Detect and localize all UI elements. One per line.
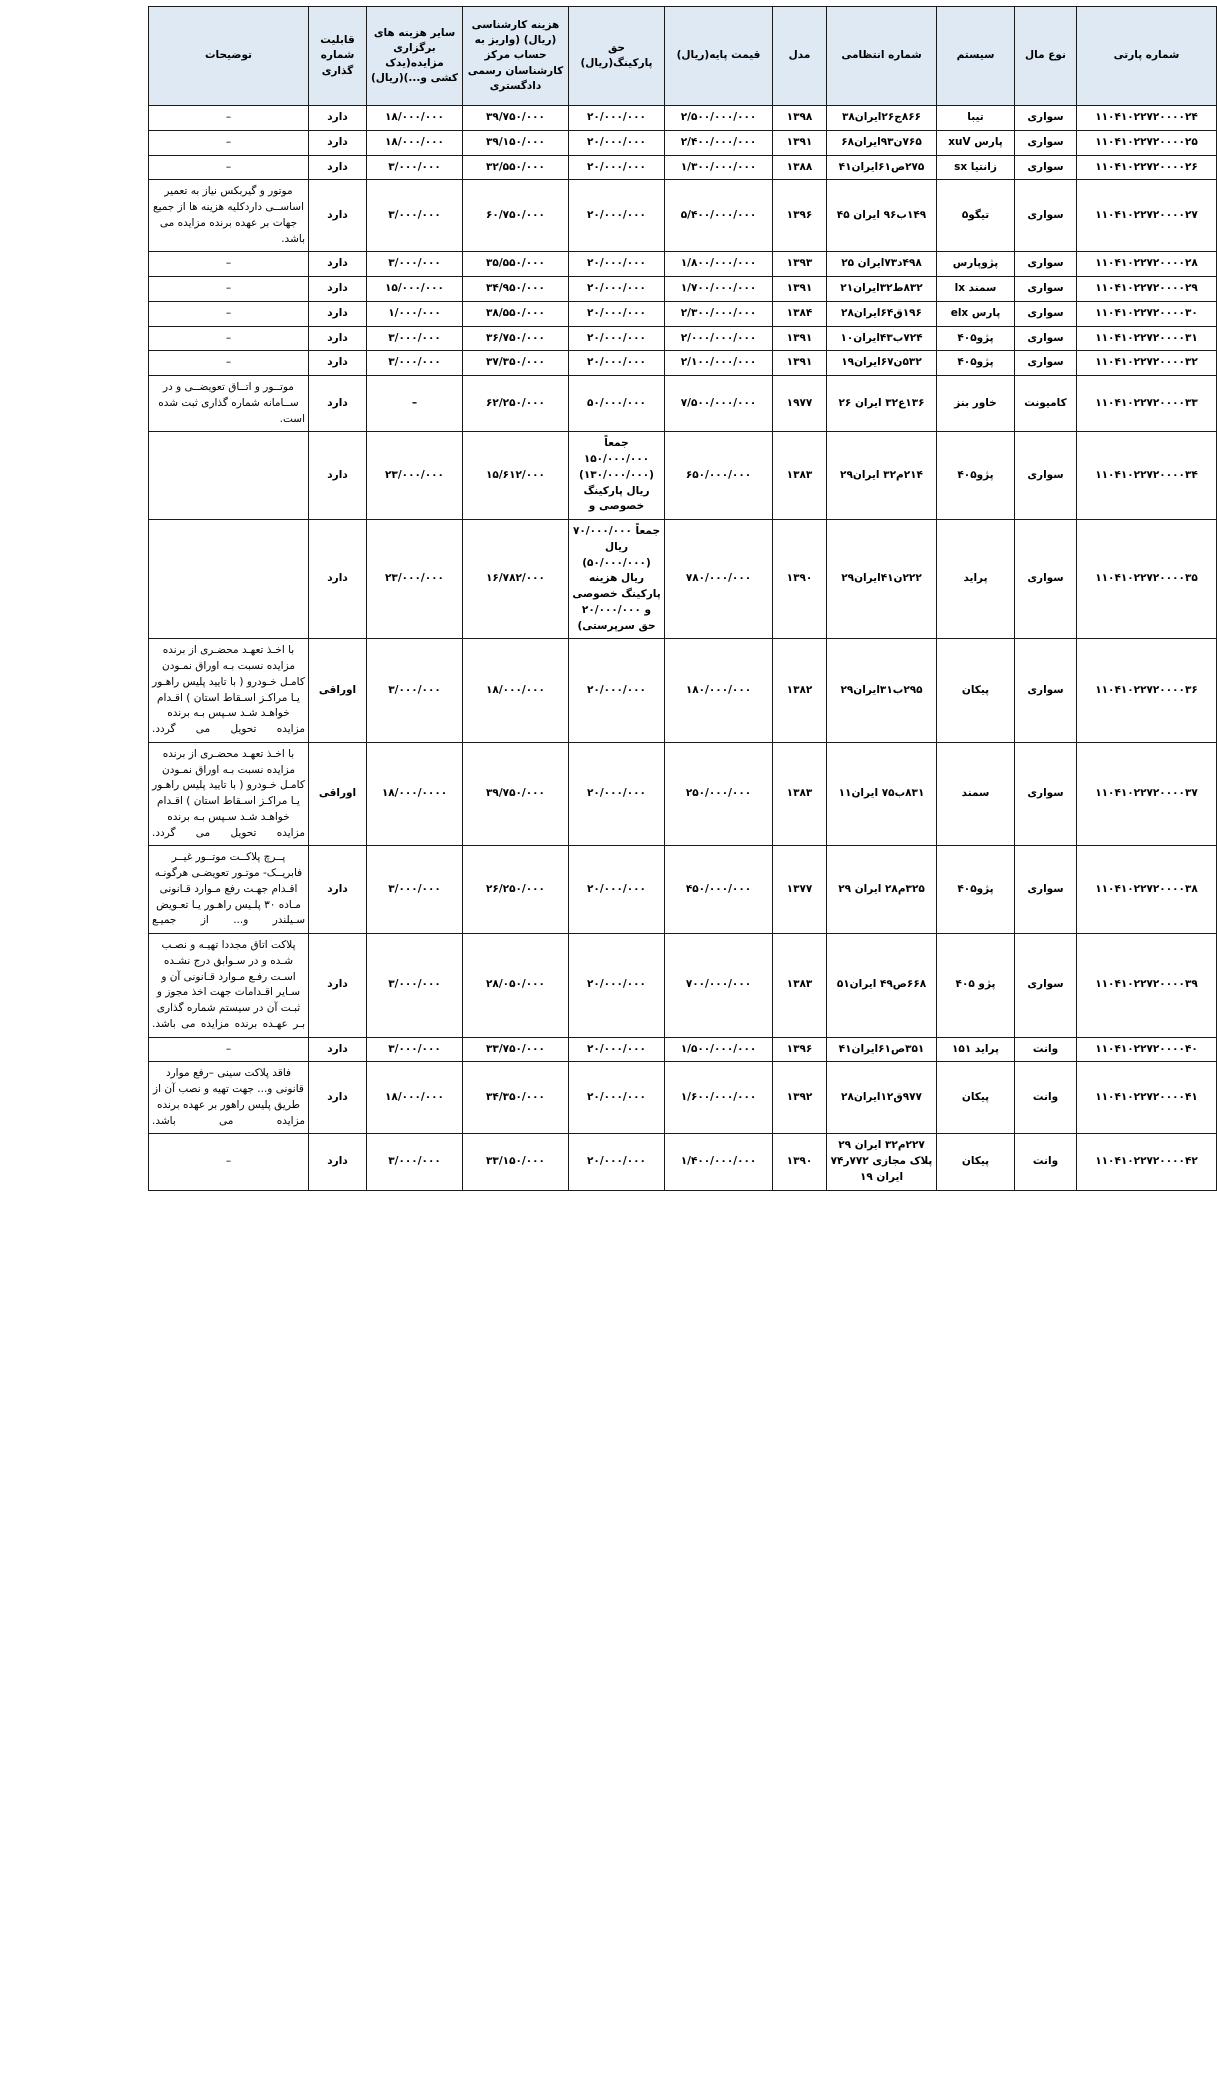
cell-registration-capability: دارد	[309, 520, 367, 639]
cell-base-price: ۲/۰۰۰/۰۰۰/۰۰۰	[665, 326, 773, 351]
cell-expert-fee: ۳۳/۷۵۰/۰۰۰	[463, 1037, 569, 1062]
system-name: پراید	[963, 572, 988, 585]
cell-system	[937, 742, 1015, 846]
cell-plate-number: ۴۹۸د۷۳ایران ۲۵	[827, 252, 937, 277]
cell-registration-capability: دارد	[309, 1134, 367, 1190]
cell-other-costs: ۳/۰۰۰/۰۰۰	[367, 326, 463, 351]
cell-expert-fee: ۳۴/۳۵۰/۰۰۰	[463, 1062, 569, 1134]
cell-vehicle-type: وانت	[1015, 1134, 1077, 1190]
cell-model: ۱۹۷۷	[773, 376, 827, 432]
cell-parking-fee: ۲۰/۰۰۰/۰۰۰	[569, 1062, 665, 1134]
cell-vehicle-type: وانت	[1015, 1062, 1077, 1134]
cell-part-number: ۱۱۰۴۱۰۲۲۷۲۰۰۰۰۴۲	[1077, 1134, 1217, 1190]
cell-system	[937, 1037, 1015, 1062]
cell-plate-number: ۲۲۷م۳۲ ایران ۲۹ پلاک مجازی ۷۷۲ر۷۴ ایران ۱۹	[827, 1134, 937, 1190]
cell-base-price: ۵/۴۰۰/۰۰۰/۰۰۰	[665, 180, 773, 252]
cell-part-number: ۱۱۰۴۱۰۲۲۷۲۰۰۰۰۳۳	[1077, 376, 1217, 432]
cell-other-costs: ۱۵/۰۰۰/۰۰۰	[367, 277, 463, 302]
cell-other-costs: ۲۳/۰۰۰/۰۰۰	[367, 432, 463, 520]
cell-registration-capability: دارد	[309, 130, 367, 155]
cell-expert-fee: ۱۵/۶۱۲/۰۰۰	[463, 432, 569, 520]
cell-other-costs: ۱/۰۰۰/۰۰۰	[367, 301, 463, 326]
cell-registration-capability: دارد	[309, 326, 367, 351]
cell-base-price: ۲/۱۰۰/۰۰۰/۰۰۰	[665, 351, 773, 376]
cell-base-price: ۱/۳۰۰/۰۰۰/۰۰۰	[665, 155, 773, 180]
cell-part-number: ۱۱۰۴۱۰۲۲۷۲۰۰۰۰۳۱	[1077, 326, 1217, 351]
cell-plate-number: ۸۳۱ب۷۵ ایران۱۱	[827, 742, 937, 846]
table-row	[149, 432, 1217, 520]
table-row	[149, 376, 1217, 432]
cell-plate-number: ۸۶۶ج۲۶ایران۳۸	[827, 106, 937, 131]
cell-model: ۱۳۹۱	[773, 326, 827, 351]
cell-vehicle-type: سواری	[1015, 326, 1077, 351]
cell-part-number: ۱۱۰۴۱۰۲۲۷۲۰۰۰۰۲۶	[1077, 155, 1217, 180]
cell-part-number: ۱۱۰۴۱۰۲۲۷۲۰۰۰۰۳۰	[1077, 301, 1217, 326]
system-name: پیکان	[961, 1155, 990, 1167]
cell-base-price: ۱/۵۰۰/۰۰۰/۰۰۰	[665, 1037, 773, 1062]
cell-vehicle-type: سواری	[1015, 742, 1077, 846]
cell-registration-capability: دارد	[309, 432, 367, 520]
cell-expert-fee: ۳۳/۱۵۰/۰۰۰	[463, 1134, 569, 1190]
table-row	[149, 1037, 1217, 1062]
cell-system	[937, 301, 1015, 326]
table-row	[149, 180, 1217, 252]
cell-expert-fee: ۳۶/۷۵۰/۰۰۰	[463, 326, 569, 351]
cell-part-number: ۱۱۰۴۱۰۲۲۷۲۰۰۰۰۲۹	[1077, 277, 1217, 302]
cell-model: ۱۳۹۱	[773, 130, 827, 155]
system-name: پژو۴۰۵	[957, 356, 994, 369]
cell-expert-fee: ۱۶/۷۸۲/۰۰۰	[463, 520, 569, 639]
cell-description: –	[149, 1037, 309, 1062]
cell-vehicle-type: سواری	[1015, 277, 1077, 302]
table-row	[149, 1062, 1217, 1134]
cell-registration-capability: اوراقی	[309, 639, 367, 743]
cell-parking-fee: ۲۰/۰۰۰/۰۰۰	[569, 180, 665, 252]
system-name: پارس	[971, 306, 1001, 319]
cell-model: ۱۳۹۶	[773, 180, 827, 252]
col-header-part-number: شماره پارتی	[1077, 7, 1217, 106]
system-name: پیکان	[961, 683, 990, 696]
cell-description: پلاکت اتاق مجددا تهیـه و نصـب شـده و در سـوابق درج نشـده اسـت رفـع مـوارد قـانونی آن و سـایر اقـدامات جهت اخذ مجوز و ثبـت آن در سیستم شماره گذاری بـر عهـده برنده مزایده می باشد.	[149, 934, 309, 1038]
cell-registration-capability: دارد	[309, 376, 367, 432]
cell-base-price: ۶۵۰/۰۰۰/۰۰۰	[665, 432, 773, 520]
cell-base-price: ۱/۴۰۰/۰۰۰/۰۰۰	[665, 1134, 773, 1190]
cell-base-price: ۱/۸۰۰/۰۰۰/۰۰۰	[665, 252, 773, 277]
cell-parking-fee: جمعاً ۷۰/۰۰۰/۰۰۰ ریال (۵۰/۰۰۰/۰۰۰) ریال هزینه پارکینگ خصوصی و ۲۰/۰۰۰/۰۰۰ حق سرپرستی)	[569, 520, 665, 639]
cell-model: ۱۳۹۰	[773, 520, 827, 639]
cell-description	[149, 520, 309, 639]
cell-model: ۱۳۹۶	[773, 1037, 827, 1062]
system-name: پراید ۱۵۱	[952, 1042, 999, 1055]
cell-model: ۱۳۸۸	[773, 155, 827, 180]
table-row	[149, 639, 1217, 743]
cell-system	[937, 934, 1015, 1038]
cell-base-price: ۲/۴۰۰/۰۰۰/۰۰۰	[665, 130, 773, 155]
cell-description: موتور و گیربکس نیاز به تعمیر اساســی داردکلیه هزینه ها از جمیع جهات بر عهده برنده مزایده می باشد.	[149, 180, 309, 252]
cell-other-costs: ۳/۰۰۰/۰۰۰	[367, 180, 463, 252]
cell-description: با اخـذ تعهـد محضـری از برنده مزایده نسبت بـه اوراق نمـودن کامـل خـودرو ( با تایید پلیس راهـور یـا مراکـز اسـقاط استان ) اقـدام خواهـد شـد سـپس بـه برنده مزایده تحویل می گردد.	[149, 639, 309, 743]
cell-part-number: ۱۱۰۴۱۰۲۲۷۲۰۰۰۰۲۵	[1077, 130, 1217, 155]
col-header-system: سیستم	[937, 7, 1015, 106]
cell-other-costs: ۳/۰۰۰/۰۰۰	[367, 1037, 463, 1062]
cell-expert-fee: ۳۸/۵۵۰/۰۰۰	[463, 301, 569, 326]
col-header-vehicle-type: نوع مال	[1015, 7, 1077, 106]
cell-part-number: ۱۱۰۴۱۰۲۲۷۲۰۰۰۰۳۸	[1077, 846, 1217, 934]
cell-registration-capability: دارد	[309, 252, 367, 277]
col-header-description: توضیحات	[149, 7, 309, 106]
cell-vehicle-type: کامیونت	[1015, 376, 1077, 432]
cell-part-number: ۱۱۰۴۱۰۲۲۷۲۰۰۰۰۳۶	[1077, 639, 1217, 743]
cell-vehicle-type: سواری	[1015, 155, 1077, 180]
cell-plate-number: ۸۳۲ط۳۲ایران۲۱	[827, 277, 937, 302]
cell-vehicle-type: سواری	[1015, 432, 1077, 520]
system-trim-code: elx	[950, 306, 969, 319]
cell-part-number: ۱۱۰۴۱۰۲۲۷۲۰۰۰۰۲۸	[1077, 252, 1217, 277]
cell-description	[149, 432, 309, 520]
cell-expert-fee: ۳۵/۵۵۰/۰۰۰	[463, 252, 569, 277]
cell-parking-fee: ۲۰/۰۰۰/۰۰۰	[569, 639, 665, 743]
cell-base-price: ۱۸۰/۰۰۰/۰۰۰	[665, 639, 773, 743]
cell-vehicle-type: سواری	[1015, 130, 1077, 155]
cell-expert-fee: ۶۰/۷۵۰/۰۰۰	[463, 180, 569, 252]
cell-system	[937, 639, 1015, 743]
cell-part-number: ۱۱۰۴۱۰۲۲۷۲۰۰۰۰۳۵	[1077, 520, 1217, 639]
table-header-row	[149, 7, 1217, 106]
cell-other-costs: ۱۸/۰۰۰/۰۰۰	[367, 106, 463, 131]
cell-plate-number: ۱۹۶ق۶۴ایران۲۸	[827, 301, 937, 326]
cell-other-costs: ۲۳/۰۰۰/۰۰۰	[367, 520, 463, 639]
cell-description: پــرچ پلاکــت موتــور غیــر فابریــک- موتـور تعویضـی هرگونـه اقـدام جهـت رفع مـوارد قـانونی مـاده ۳۰ پلـیس راهـور یـا تعـویض سـیلندر و... از جمیـع	[149, 846, 309, 934]
cell-parking-fee: ۲۰/۰۰۰/۰۰۰	[569, 277, 665, 302]
cell-vehicle-type: سواری	[1015, 351, 1077, 376]
cell-registration-capability: دارد	[309, 846, 367, 934]
cell-parking-fee: ۵۰/۰۰۰/۰۰۰	[569, 376, 665, 432]
table-row	[149, 520, 1217, 639]
cell-plate-number: ۷۲۴ب۴۳ایران۱۰	[827, 326, 937, 351]
cell-model: ۱۳۸۳	[773, 742, 827, 846]
cell-parking-fee: ۲۰/۰۰۰/۰۰۰	[569, 1037, 665, 1062]
cell-vehicle-type: سواری	[1015, 106, 1077, 131]
table-body	[149, 106, 1217, 1191]
table-row	[149, 326, 1217, 351]
cell-plate-number: ۵۳۲ن۶۷ایران۱۹	[827, 351, 937, 376]
cell-other-costs: ۳/۰۰۰/۰۰۰	[367, 846, 463, 934]
cell-other-costs: ۳/۰۰۰/۰۰۰	[367, 252, 463, 277]
table-row	[149, 351, 1217, 376]
cell-part-number: ۱۱۰۴۱۰۲۲۷۲۰۰۰۰۴۰	[1077, 1037, 1217, 1062]
system-name: پارس	[974, 135, 1003, 148]
cell-plate-number: ۳۵۱ص۶۱ایران۴۱	[827, 1037, 937, 1062]
cell-parking-fee: ۲۰/۰۰۰/۰۰۰	[569, 301, 665, 326]
table-row	[149, 846, 1217, 934]
cell-registration-capability: دارد	[309, 180, 367, 252]
system-trim-code: lx	[954, 282, 965, 294]
cell-system	[937, 846, 1015, 934]
cell-plate-number: ۱۳۶ع۳۲ ایران ۲۶	[827, 376, 937, 432]
cell-description: –	[149, 252, 309, 277]
cell-registration-capability: دارد	[309, 1062, 367, 1134]
cell-part-number: ۱۱۰۴۱۰۲۲۷۲۰۰۰۰۳۴	[1077, 432, 1217, 520]
cell-system	[937, 1062, 1015, 1134]
cell-plate-number: ۱۴۹ب۹۶ ایران ۴۵	[827, 180, 937, 252]
cell-system	[937, 106, 1015, 131]
cell-vehicle-type: وانت	[1015, 1037, 1077, 1062]
cell-model: ۱۳۸۴	[773, 301, 827, 326]
cell-expert-fee: ۳۹/۱۵۰/۰۰۰	[463, 130, 569, 155]
cell-description: –	[149, 351, 309, 376]
cell-expert-fee: ۶۲/۲۵۰/۰۰۰	[463, 376, 569, 432]
cell-model: ۱۳۹۳	[773, 252, 827, 277]
cell-vehicle-type: سواری	[1015, 639, 1077, 743]
cell-other-costs: ۳/۰۰۰/۰۰۰	[367, 934, 463, 1038]
cell-vehicle-type: سواری	[1015, 180, 1077, 252]
cell-system	[937, 180, 1015, 252]
cell-parking-fee: ۲۰/۰۰۰/۰۰۰	[569, 130, 665, 155]
cell-system	[937, 520, 1015, 639]
cell-base-price: ۴۵۰/۰۰۰/۰۰۰	[665, 846, 773, 934]
cell-base-price: ۷۰۰/۰۰۰/۰۰۰	[665, 934, 773, 1038]
cell-plate-number: ۹۷۷ق۱۲ایران۲۸	[827, 1062, 937, 1134]
cell-model: ۱۳۹۰	[773, 1134, 827, 1190]
cell-base-price: ۱/۷۰۰/۰۰۰/۰۰۰	[665, 277, 773, 302]
cell-registration-capability: دارد	[309, 277, 367, 302]
cell-system	[937, 351, 1015, 376]
cell-parking-fee: ۲۰/۰۰۰/۰۰۰	[569, 1134, 665, 1190]
cell-model: ۱۳۸۳	[773, 934, 827, 1038]
cell-base-price: ۱/۶۰۰/۰۰۰/۰۰۰	[665, 1062, 773, 1134]
cell-other-costs: ۳/۰۰۰/۰۰۰	[367, 639, 463, 743]
system-name: زانتیا	[970, 160, 997, 173]
cell-part-number: ۱۱۰۴۱۰۲۲۷۲۰۰۰۰۳۹	[1077, 934, 1217, 1038]
system-name: خاور بنز	[954, 396, 997, 409]
table-row	[149, 155, 1217, 180]
cell-system	[937, 252, 1015, 277]
cell-expert-fee: ۳۷/۳۵۰/۰۰۰	[463, 351, 569, 376]
cell-vehicle-type: سواری	[1015, 252, 1077, 277]
cell-model: ۱۳۹۸	[773, 106, 827, 131]
cell-plate-number: ۷۶۵ن۹۳ایران۶۸	[827, 130, 937, 155]
cell-parking-fee: ۲۰/۰۰۰/۰۰۰	[569, 351, 665, 376]
cell-plate-number: ۳۲۵م۲۸ ایران ۲۹	[827, 846, 937, 934]
cell-description: –	[149, 1134, 309, 1190]
cell-expert-fee: ۳۹/۷۵۰/۰۰۰	[463, 106, 569, 131]
col-header-expert-fee: هزینه کارشناسی (ریال) (واریز به حساب مرکز کارشناسان رسمی دادگستری	[463, 7, 569, 106]
system-name: تیبا	[967, 111, 984, 123]
cell-base-price: ۲/۵۰۰/۰۰۰/۰۰۰	[665, 106, 773, 131]
cell-model: ۱۳۸۲	[773, 639, 827, 743]
col-header-other-costs: سایر هزینه های برگزاری مزایده(یدک کشی و...)(ریال)	[367, 7, 463, 106]
cell-expert-fee: ۲۸/۰۵۰/۰۰۰	[463, 934, 569, 1038]
cell-parking-fee: جمعاً ۱۵۰/۰۰۰/۰۰۰ (۱۳۰/۰۰۰/۰۰۰) ریال پارکینگ خصوصی و	[569, 432, 665, 520]
cell-system	[937, 326, 1015, 351]
cell-system	[937, 155, 1015, 180]
cell-expert-fee: ۲۶/۲۵۰/۰۰۰	[463, 846, 569, 934]
auction-vehicle-table	[148, 6, 1217, 1191]
cell-other-costs: ۳/۰۰۰/۰۰۰	[367, 155, 463, 180]
col-header-registration-capability: قابلیت شماره گذاری	[309, 7, 367, 106]
cell-plate-number: ۲۲۲ن۴۱ایران۲۹	[827, 520, 937, 639]
cell-system	[937, 432, 1015, 520]
cell-base-price: ۷۸۰/۰۰۰/۰۰۰	[665, 520, 773, 639]
system-trim-code: sx	[954, 160, 968, 173]
cell-registration-capability: دارد	[309, 301, 367, 326]
cell-part-number: ۱۱۰۴۱۰۲۲۷۲۰۰۰۰۳۷	[1077, 742, 1217, 846]
cell-expert-fee: ۱۸/۰۰۰/۰۰۰	[463, 639, 569, 743]
cell-model: ۱۳۹۱	[773, 351, 827, 376]
cell-registration-capability: اوراقی	[309, 742, 367, 846]
system-trim-code: xuV	[948, 135, 971, 148]
cell-registration-capability: دارد	[309, 155, 367, 180]
cell-expert-fee: ۳۹/۷۵۰/۰۰۰	[463, 742, 569, 846]
cell-part-number: ۱۱۰۴۱۰۲۲۷۲۰۰۰۰۴۱	[1077, 1062, 1217, 1134]
cell-plate-number: ۲۷۵ص۶۱ایران۴۱	[827, 155, 937, 180]
cell-part-number: ۱۱۰۴۱۰۲۲۷۲۰۰۰۰۲۷	[1077, 180, 1217, 252]
cell-parking-fee: ۲۰/۰۰۰/۰۰۰	[569, 252, 665, 277]
cell-parking-fee: ۲۰/۰۰۰/۰۰۰	[569, 846, 665, 934]
cell-model: ۱۳۸۳	[773, 432, 827, 520]
cell-base-price: ۷/۵۰۰/۰۰۰/۰۰۰	[665, 376, 773, 432]
cell-vehicle-type: سواری	[1015, 846, 1077, 934]
cell-expert-fee: ۳۲/۵۵۰/۰۰۰	[463, 155, 569, 180]
system-name: پژو۴۰۵	[957, 331, 994, 344]
system-name: سمند	[968, 282, 997, 294]
cell-part-number: ۱۱۰۴۱۰۲۲۷۲۰۰۰۰۳۲	[1077, 351, 1217, 376]
col-header-plate-number: شماره انتظامی	[827, 7, 937, 106]
cell-registration-capability: دارد	[309, 106, 367, 131]
col-header-model: مدل	[773, 7, 827, 106]
cell-system	[937, 1134, 1015, 1190]
cell-other-costs: ۱۸/۰۰۰/۰۰۰۰	[367, 742, 463, 846]
table-row	[149, 301, 1217, 326]
cell-parking-fee: ۲۰/۰۰۰/۰۰۰	[569, 326, 665, 351]
cell-description: –	[149, 277, 309, 302]
cell-model: ۱۳۷۷	[773, 846, 827, 934]
cell-expert-fee: ۳۴/۹۵۰/۰۰۰	[463, 277, 569, 302]
col-header-parking-fee: حق پارکینگ(ریال)	[569, 7, 665, 106]
cell-description: –	[149, 301, 309, 326]
cell-description: –	[149, 326, 309, 351]
system-name: پژو۴۰۵	[957, 882, 994, 895]
cell-registration-capability: دارد	[309, 351, 367, 376]
cell-base-price: ۲۵۰/۰۰۰/۰۰۰	[665, 742, 773, 846]
cell-other-costs: ۳/۰۰۰/۰۰۰	[367, 351, 463, 376]
cell-description: فاقد پلاکت سینی –رفع موارد قانونی و... جهت تهیه و نصب آن از طریق پلیس راهور بر عهده برنده مزایده می باشد.	[149, 1062, 309, 1134]
cell-vehicle-type: سواری	[1015, 934, 1077, 1038]
cell-system	[937, 130, 1015, 155]
cell-registration-capability: دارد	[309, 934, 367, 1038]
cell-description: با اخـذ تعهـد محضـری از برنده مزایده نسبت بـه اوراق نمـودن کامـل خـودرو ( با تایید پلیس راهـور یـا مراکـز اسـقاط استان ) اقـدام خواهـد شـد سـپس بـه برنده مزایده تحویل می گردد.	[149, 742, 309, 846]
cell-parking-fee: ۲۰/۰۰۰/۰۰۰	[569, 106, 665, 131]
cell-description: موتــور و اتــاق تعویضــی و در ســامانه شماره گذاری ثبت شده است.	[149, 376, 309, 432]
table-row	[149, 934, 1217, 1038]
cell-description: –	[149, 155, 309, 180]
system-name: پژو ۴۰۵	[955, 978, 996, 991]
cell-plate-number: ۲۱۴م۳۲ ایران۲۹	[827, 432, 937, 520]
cell-vehicle-type: سواری	[1015, 520, 1077, 639]
cell-description: –	[149, 130, 309, 155]
table-row	[149, 106, 1217, 131]
system-name: پیکان	[961, 1090, 990, 1103]
system-name: پژوپارس	[952, 257, 999, 270]
cell-plate-number: ۶۶۸ص۴۹ ایران۵۱	[827, 934, 937, 1038]
table-row	[149, 277, 1217, 302]
cell-description: –	[149, 106, 309, 131]
cell-base-price: ۲/۳۰۰/۰۰۰/۰۰۰	[665, 301, 773, 326]
cell-other-costs: ۱۸/۰۰۰/۰۰۰	[367, 130, 463, 155]
table-row	[149, 1134, 1217, 1190]
cell-model: ۱۳۹۲	[773, 1062, 827, 1134]
table-row	[149, 742, 1217, 846]
table-row	[149, 130, 1217, 155]
cell-registration-capability: دارد	[309, 1037, 367, 1062]
cell-model: ۱۳۹۱	[773, 277, 827, 302]
cell-vehicle-type: سواری	[1015, 301, 1077, 326]
table-row	[149, 252, 1217, 277]
system-name: پژو۴۰۵	[957, 468, 994, 481]
cell-part-number: ۱۱۰۴۱۰۲۲۷۲۰۰۰۰۲۴	[1077, 106, 1217, 131]
table-header	[149, 7, 1217, 106]
system-name: تیگو۵	[961, 208, 990, 221]
cell-parking-fee: ۲۰/۰۰۰/۰۰۰	[569, 742, 665, 846]
cell-system	[937, 277, 1015, 302]
cell-other-costs: ۳/۰۰۰/۰۰۰	[367, 1134, 463, 1190]
system-name: سمند	[961, 787, 990, 800]
cell-parking-fee: ۲۰/۰۰۰/۰۰۰	[569, 934, 665, 1038]
cell-system	[937, 376, 1015, 432]
col-header-base-price: قیمت پایه(ریال)	[665, 7, 773, 106]
cell-other-costs: ۱۸/۰۰۰/۰۰۰	[367, 1062, 463, 1134]
cell-other-costs: –	[367, 376, 463, 432]
cell-plate-number: ۲۹۵ب۳۱ایران۲۹	[827, 639, 937, 743]
cell-parking-fee: ۲۰/۰۰۰/۰۰۰	[569, 155, 665, 180]
